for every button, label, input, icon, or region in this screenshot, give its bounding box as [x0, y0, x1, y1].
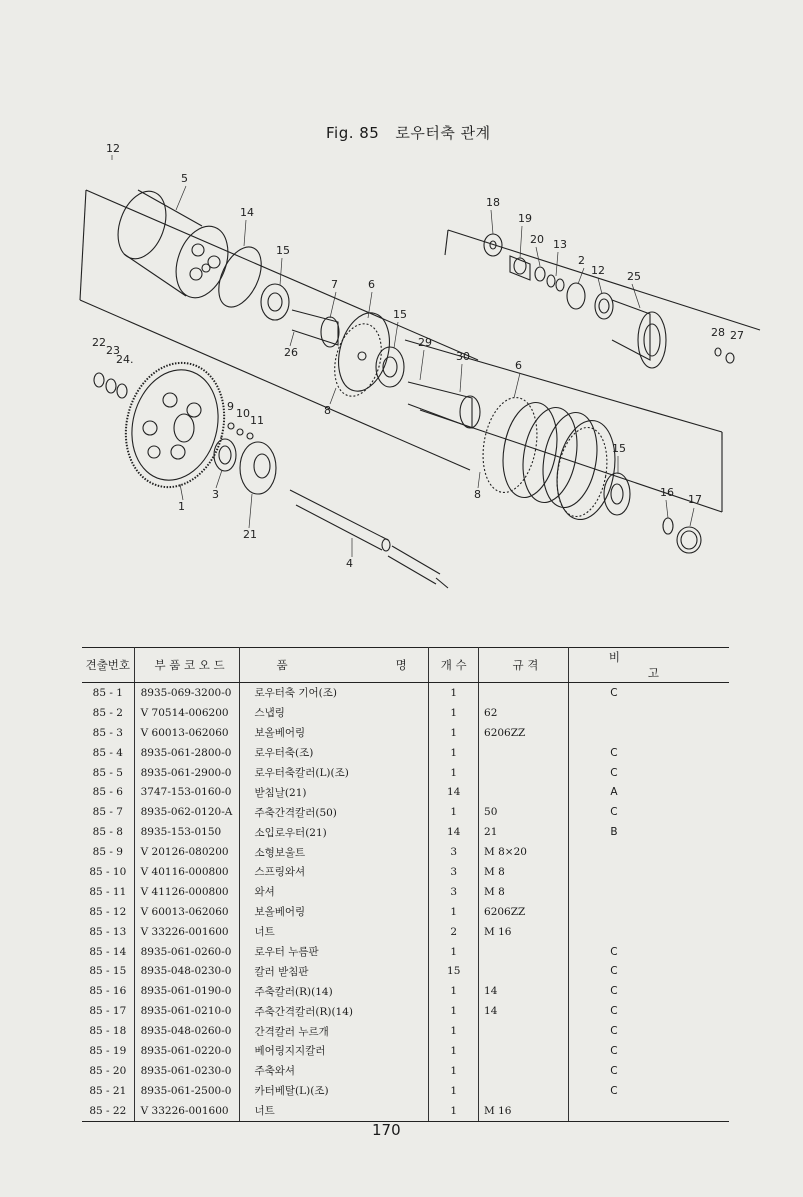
cell-remarks	[568, 902, 729, 922]
cell-spec: M 8×20	[479, 842, 569, 862]
cell-part-name: 로우터 누름판	[240, 942, 429, 962]
cell-quantity: 1	[429, 1041, 479, 1061]
cell-part-code: 8935-153-0150	[134, 822, 240, 842]
parts-table-header	[82, 648, 729, 683]
cell-quantity: 1	[429, 683, 479, 703]
cell-remarks	[568, 922, 729, 942]
cell-part-code: 8935-061-0260-0	[134, 942, 240, 962]
callout-28: 28	[711, 326, 725, 339]
cell-quantity: 1	[429, 942, 479, 962]
cell-quantity: 1	[429, 743, 479, 763]
cell-index-no: 85 - 1	[82, 683, 134, 703]
cell-index-no: 85 - 3	[82, 723, 134, 743]
cell-spec	[479, 942, 569, 962]
cell-remarks: C	[610, 746, 618, 759]
callout-26: 26	[284, 346, 298, 359]
callout-1: 1	[178, 500, 185, 513]
callout-19: 19	[518, 212, 532, 225]
cell-quantity: 14	[429, 822, 479, 842]
cell-spec: M 8	[479, 882, 569, 902]
callout-4: 4	[346, 557, 353, 570]
figure-title-korean: 로우터축 관계	[395, 124, 491, 142]
header-part-name	[240, 648, 429, 683]
cell-spec	[479, 1021, 569, 1041]
callout-27: 27	[730, 329, 744, 342]
callout-16: 16	[660, 486, 674, 499]
callout-24: 24.	[116, 353, 134, 366]
table-row	[82, 763, 729, 783]
cell-spec: 50	[479, 802, 569, 822]
cell-part-code: 8935-061-0190-0	[134, 981, 240, 1001]
cell-spec	[479, 683, 569, 703]
cell-remarks: C	[610, 1005, 618, 1018]
cell-spec: M 8	[479, 862, 569, 882]
table-row	[82, 1001, 729, 1021]
callout-6: 6	[515, 359, 522, 372]
cell-spec: 14	[479, 981, 569, 1001]
table-row	[82, 782, 729, 802]
cell-index-no: 85 - 12	[82, 902, 134, 922]
cell-index-no: 85 - 18	[82, 1021, 134, 1041]
callout-25: 25	[627, 270, 641, 283]
cell-part-code: 8935-061-2500-0	[134, 1081, 240, 1101]
cell-quantity: 1	[429, 981, 479, 1001]
cell-part-code: 8935-061-2900-0	[134, 763, 240, 783]
cell-quantity: 3	[429, 842, 479, 862]
callout-15: 15	[276, 244, 290, 257]
cell-spec: 6206ZZ	[479, 902, 569, 922]
table-row	[82, 882, 729, 902]
cell-remarks	[568, 703, 729, 723]
part-17-spindle-spacer-collar	[677, 527, 701, 553]
callout-12: 12	[591, 264, 605, 277]
callout-15: 15	[393, 308, 407, 321]
callout-15: 15	[612, 442, 626, 455]
cell-spec	[479, 782, 569, 802]
cell-part-code: 8935-061-0210-0	[134, 1001, 240, 1021]
part-5-rotor-cover	[109, 185, 240, 305]
cell-part-code: 8935-061-0230-0	[134, 1061, 240, 1081]
callout-3: 3	[212, 488, 219, 501]
header-part-name-b: 명	[395, 658, 407, 672]
cell-quantity: 1	[429, 902, 479, 922]
cell-spec: M 16	[479, 922, 569, 942]
cell-index-no: 85 - 16	[82, 981, 134, 1001]
cell-quantity: 1	[429, 1001, 479, 1021]
part-21-cutter-flange	[240, 442, 276, 494]
cell-remarks: C	[610, 1044, 618, 1057]
callout-12: 12	[106, 142, 120, 155]
parts-table-body	[82, 683, 729, 1122]
cell-part-name: 로우터축칼러(L)(조)	[240, 763, 429, 783]
cell-part-name: 칼러 받침판	[240, 961, 429, 981]
cell-quantity: 2	[429, 922, 479, 942]
callout-22: 22	[92, 336, 106, 349]
cell-part-name: 너트	[240, 1101, 429, 1121]
cell-remarks: C	[610, 1064, 618, 1077]
callout-7: 7	[331, 278, 338, 291]
cell-spec	[479, 763, 569, 783]
table-row	[82, 1101, 729, 1121]
cell-part-name: 주축간격칼러(R)(14)	[240, 1001, 429, 1021]
cell-index-no: 85 - 22	[82, 1101, 134, 1121]
callout-20: 20	[530, 233, 544, 246]
cell-spec: M 16	[479, 1101, 569, 1121]
cell-quantity: 15	[429, 961, 479, 981]
cell-spec: 21	[479, 822, 569, 842]
callout-30: 30	[456, 350, 470, 363]
cell-remarks: C	[610, 766, 618, 779]
cell-spec	[479, 743, 569, 763]
cell-part-code: 8935-061-0220-0	[134, 1041, 240, 1061]
part-6-8-rotor-disc-upper	[327, 307, 397, 401]
cell-quantity: 3	[429, 882, 479, 902]
cell-part-name: 소형보울트	[240, 842, 429, 862]
cell-index-no: 85 - 9	[82, 842, 134, 862]
cell-remarks	[568, 1101, 729, 1121]
figure-label: Fig. 85	[326, 124, 380, 142]
cell-part-name: 로우터축 기어(조)	[240, 683, 429, 703]
cell-index-no: 85 - 19	[82, 1041, 134, 1061]
callout-13: 13	[553, 238, 567, 251]
cell-index-no: 85 - 10	[82, 862, 134, 882]
cell-index-no: 85 - 17	[82, 1001, 134, 1021]
cell-part-code: V 60013-062060	[134, 723, 240, 743]
cell-part-code: V 33226-001600	[134, 922, 240, 942]
cell-part-code: V 20126-080200	[134, 842, 240, 862]
header-quantity: 개 수	[429, 648, 479, 683]
callout-17: 17	[688, 493, 702, 506]
part-7-spindle-collar	[292, 310, 339, 347]
callout-6: 6	[368, 278, 375, 291]
callout-8: 8	[324, 404, 331, 417]
cell-part-name: 로우터축(조)	[240, 743, 429, 763]
table-row	[82, 703, 729, 723]
part-1-rotor-gear	[112, 352, 237, 499]
part-4-rotor-shaft	[290, 490, 448, 588]
cell-index-no: 85 - 13	[82, 922, 134, 942]
header-spec: 규 격	[479, 648, 569, 683]
cell-part-code: 8935-061-2800-0	[134, 743, 240, 763]
cell-part-code: V 60013-062060	[134, 902, 240, 922]
callout-2: 2	[578, 254, 585, 267]
table-row	[82, 862, 729, 882]
cell-part-name: 베어링지지칼러	[240, 1041, 429, 1061]
callout-5: 5	[181, 172, 188, 185]
callout-labels	[92, 142, 744, 570]
table-row	[82, 743, 729, 763]
table-row	[82, 902, 729, 922]
cell-part-name: 주축간격칼러(50)	[240, 802, 429, 822]
header-part-code: 부 품 코 오 드	[134, 648, 240, 683]
callout-14: 14	[240, 206, 254, 219]
cell-remarks: A	[610, 786, 618, 799]
assembly-frame-left	[80, 190, 478, 470]
parts-6-8-rotor-stack	[476, 393, 622, 524]
cell-remarks: C	[610, 806, 618, 819]
part-15-collar-plate-b	[376, 347, 404, 387]
cell-part-code: V 70514-006200	[134, 703, 240, 723]
cell-index-no: 85 - 15	[82, 961, 134, 981]
cell-part-name: 스냅링	[240, 703, 429, 723]
cell-remarks: C	[610, 945, 618, 958]
cell-part-code: 8935-062-0120-A	[134, 802, 240, 822]
table-row	[82, 942, 729, 962]
cell-quantity: 1	[429, 703, 479, 723]
cell-part-name: 받침날(21)	[240, 782, 429, 802]
cell-part-name: 보올베어링	[240, 902, 429, 922]
cell-remarks: C	[610, 1084, 618, 1097]
table-row	[82, 683, 729, 703]
cell-index-no: 85 - 14	[82, 942, 134, 962]
table-row	[82, 842, 729, 862]
cell-index-no: 85 - 7	[82, 802, 134, 822]
cell-part-name: 와셔	[240, 882, 429, 902]
table-row	[82, 1081, 729, 1101]
cell-quantity: 1	[429, 802, 479, 822]
table-row	[82, 961, 729, 981]
parts-table	[82, 647, 729, 1122]
cell-quantity: 3	[429, 862, 479, 882]
callout-21: 21	[243, 528, 257, 541]
header-remarks	[568, 648, 729, 683]
callout-11: 11	[250, 414, 264, 427]
cell-part-name: 간격칼러 누르개	[240, 1021, 429, 1041]
callout-23: 23	[106, 344, 120, 357]
cell-index-no: 85 - 4	[82, 743, 134, 763]
callout-29: 29	[418, 336, 432, 349]
table-row	[82, 723, 729, 743]
cell-remarks	[568, 862, 729, 882]
table-row	[82, 922, 729, 942]
header-remarks-a: 비	[608, 650, 620, 664]
cell-part-name: 주축와셔	[240, 1061, 429, 1081]
table-row	[82, 1021, 729, 1041]
cell-index-no: 85 - 20	[82, 1061, 134, 1081]
cell-index-no: 85 - 21	[82, 1081, 134, 1101]
table-row	[82, 1061, 729, 1081]
callout-10: 10	[236, 407, 250, 420]
cell-quantity: 1	[429, 1021, 479, 1041]
page-number: 170	[372, 1121, 401, 1139]
callout-18: 18	[486, 196, 500, 209]
cell-part-code: V 41126-000800	[134, 882, 240, 902]
header-part-name-a: 품	[276, 658, 288, 672]
cell-quantity: 1	[429, 1101, 479, 1121]
cell-remarks: B	[610, 826, 618, 839]
table-row	[82, 802, 729, 822]
table-row	[82, 1041, 729, 1061]
cell-part-name: 소입로우터(21)	[240, 822, 429, 842]
cell-remarks	[568, 723, 729, 743]
part-15-collar-plate-a	[261, 284, 289, 320]
cell-index-no: 85 - 8	[82, 822, 134, 842]
header-remarks-b: 고	[647, 666, 659, 680]
cell-part-code: 8935-048-0230-0	[134, 961, 240, 981]
cell-quantity: 1	[429, 1081, 479, 1101]
part-30-spindle-collar	[408, 382, 480, 428]
cell-index-no: 85 - 5	[82, 763, 134, 783]
cell-part-code: V 40116-000800	[134, 862, 240, 882]
cell-remarks	[568, 842, 729, 862]
cell-remarks	[568, 882, 729, 902]
cell-index-no: 85 - 2	[82, 703, 134, 723]
cell-quantity: 1	[429, 723, 479, 743]
cell-remarks: C	[610, 965, 618, 978]
cell-index-no: 85 - 11	[82, 882, 134, 902]
cell-spec	[479, 1081, 569, 1101]
cell-part-name: 너트	[240, 922, 429, 942]
cell-part-code: 8935-069-3200-0	[134, 683, 240, 703]
cell-remarks: C	[610, 686, 618, 699]
cell-remarks: C	[610, 1025, 618, 1038]
table-row	[82, 822, 729, 842]
cell-part-code: 8935-048-0260-0	[134, 1021, 240, 1041]
cell-part-name: 주축칼러(R)(14)	[240, 981, 429, 1001]
cell-index-no: 85 - 6	[82, 782, 134, 802]
header-index-no: 견출번호	[82, 648, 134, 683]
cell-quantity: 1	[429, 1061, 479, 1081]
cell-spec: 14	[479, 1001, 569, 1021]
callout-8: 8	[474, 488, 481, 501]
cell-part-name: 보올베어링	[240, 723, 429, 743]
part-3-bearing	[214, 439, 236, 471]
cell-part-code: 3747-153-0160-0	[134, 782, 240, 802]
parts-22-24-nut-washers	[94, 373, 127, 398]
cell-spec: 6206ZZ	[479, 723, 569, 743]
cell-spec	[479, 1061, 569, 1081]
table-row	[82, 981, 729, 1001]
cell-part-code: V 33226-001600	[134, 1101, 240, 1121]
cell-remarks: C	[610, 985, 618, 998]
cell-part-name: 카터베탈(L)(조)	[240, 1081, 429, 1101]
cell-part-name: 스프링와셔	[240, 862, 429, 882]
callout-9: 9	[227, 400, 234, 413]
cell-spec	[479, 1041, 569, 1061]
part-16-spindle-collar-r	[663, 518, 673, 534]
cell-spec	[479, 961, 569, 981]
cell-quantity: 14	[429, 782, 479, 802]
cell-quantity: 1	[429, 763, 479, 783]
cell-spec: 62	[479, 703, 569, 723]
